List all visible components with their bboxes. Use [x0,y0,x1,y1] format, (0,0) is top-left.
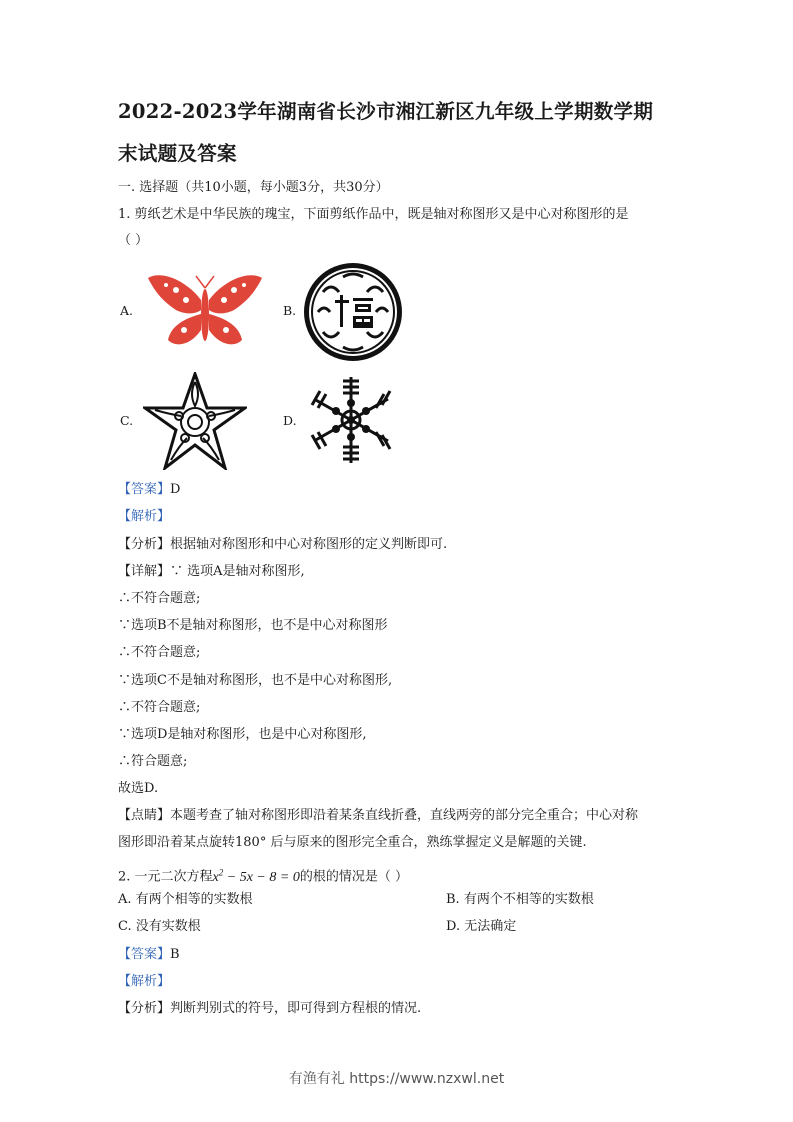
answer-tag: 【答案】 [118,482,171,497]
q2-fenxi-tag: 【分析】 [118,1001,171,1016]
q1-step-2: ∵选项B不是轴对称图形，也不是中心对称图形 [118,618,388,633]
q2-option-d: D. 无法确定 [446,919,517,934]
q2-equation [212,867,300,885]
q1-step-6: ∵选项D是轴对称图形，也是中心对称图形, [118,727,367,742]
q2-analysis-tag: 【解析】 [118,974,171,989]
q1-xiangjie [118,562,305,582]
q1-analysis-tag: 【解析】 [118,509,171,524]
q2-option-b: B. 有两个不相等的实数根 [446,892,594,907]
dianjing-text-1: 本题考查了轴对称图形即沿着某条直线折叠，直线两旁的部分完全重合；中心对称 [170,808,639,823]
q1-step-7: ∴符合题意; [118,754,188,769]
q1-fenxi [118,535,447,555]
option-d-label: D. [283,413,297,428]
fenxi-tag: 【分析】 [118,537,171,552]
q1-answer [118,480,180,500]
q2-stem-suffix: 的根的情况是（ ） [299,869,408,885]
q1-step-8: 故选D. [118,781,159,796]
q1-dianjing-cont: 图形即沿着某点旋转180° 后与原来的图形完全重合，熟练掌握定义是解题的关键. [118,835,587,850]
option-b-label: B. [283,303,297,318]
q2-equation-exponent: 2 [218,867,224,877]
q2-stem [118,862,408,888]
butterfly-papercut-image [146,270,264,352]
star-papercut-image [143,372,247,470]
q1-step-5: ∴不符合题意; [118,700,201,715]
q1-stem: 1. 剪纸艺术是中华民族的瑰宝，下面剪纸作品中，既是轴对称图形又是中心对称图形的是 [118,207,629,222]
xiangjie-text: ∵ 选项A是轴对称图形, [170,564,305,579]
xiangjie-tag: 【详解】 [118,564,171,579]
fu-circle-papercut-image [303,262,403,362]
q1-step-4: ∵选项C不是轴对称图形，也不是中心对称图形, [118,673,393,688]
title-line-2: 末试题及答案 [118,142,237,165]
footer-watermark: 有渔有礼 https://www.nzxwl.net [288,1071,505,1087]
q2-equation-x: x [212,869,219,885]
fenxi-text: 根据轴对称图形和中心对称图形的定义判断即可. [170,537,448,552]
dianjing-tag: 【点睛】 [118,808,171,823]
option-c-label: C. [120,413,134,428]
option-a-label: A. [120,303,134,318]
q2-answer-value: B [170,947,180,962]
q2-option-c: C. 没有实数根 [118,919,201,934]
q2-answer [118,945,180,965]
snowflake-papercut-image [306,375,396,465]
q1-stem-bracket: （ ） [118,233,149,248]
q2-fenxi [118,999,421,1019]
q2-fenxi-text: 判断判别式的符号，即可得到方程根的情况. [170,1001,422,1016]
q2-equation-rest: − 5x − 8 = 0 [223,869,300,885]
q2-option-a: A. 有两个相等的实数根 [118,892,253,907]
q2-stem-prefix: 2. 一元二次方程 [118,869,213,885]
q1-step-3: ∴不符合题意; [118,645,201,660]
q2-answer-tag: 【答案】 [118,947,171,962]
title-line-1: 2022-2023学年湖南省长沙市湘江新区九年级上学期数学期 [118,100,654,123]
answer-value: D [170,482,181,497]
section-heading: 一. 选择题（共10小题，每小题3分，共30分） [118,180,389,195]
q1-step-1: ∴不符合题意; [118,591,201,606]
q1-dianjing [118,806,638,826]
